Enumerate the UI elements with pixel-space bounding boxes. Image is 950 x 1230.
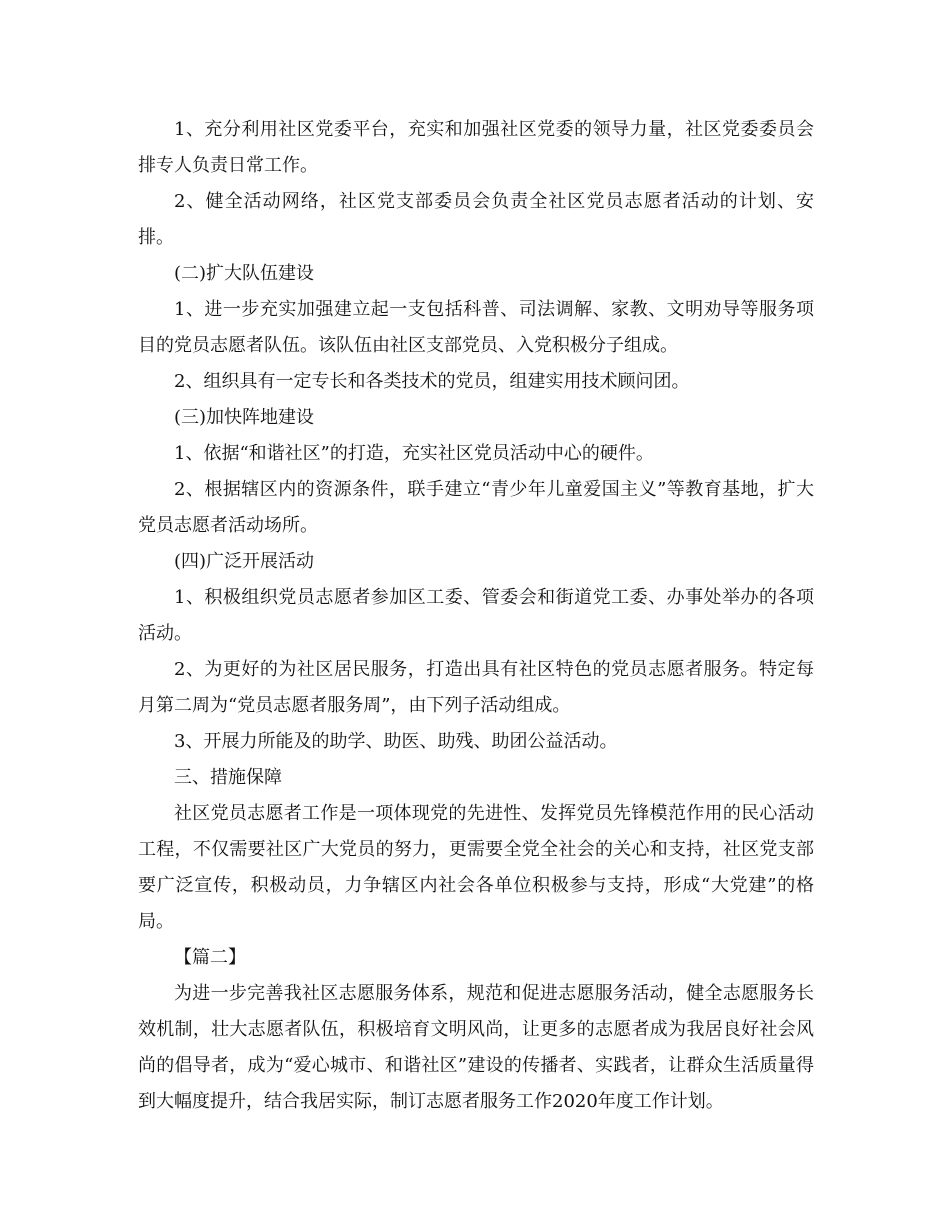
paragraph-6: 2、根据辖区内的资源条件，联手建立“青少年儿童爱国主义”等教育基地，扩大党员志愿者活动场所。 bbox=[138, 479, 814, 536]
paragraph-4: 2、组织具有一定专长和各类技术的党员，组建实用技术顾问团。 bbox=[174, 371, 690, 392]
paragraph-8: 2、为更好的为社区居民服务，打造出具有社区特色的党员志愿者服务。特定每月第二周为“党员志愿者服务周”，由下列子活动组成。 bbox=[138, 659, 814, 716]
paragraph-5: 1、依据“和谐社区”的打造，充实社区党员活动中心的硬件。 bbox=[174, 443, 654, 464]
paragraph-2: 2、健全活动网络，社区党支部委员会负责全社区党员志愿者活动的计划、安排。 bbox=[138, 191, 814, 248]
paragraph-9: 3、开展力所能及的助学、助医、助残、助团公益活动。 bbox=[174, 731, 618, 752]
section-heading-3: (三)加快阵地建设 bbox=[174, 407, 315, 428]
section-heading-measures: 三、措施保障 bbox=[174, 767, 282, 788]
paragraph-11: 为进一步完善我社区志愿服务体系，规范和促进志愿服务活动，健全志愿服务长效机制，壮大志愿者队伍，积极培育文明风尚，让更多的志愿者成为我居良好社会风尚的倡导者，成为“爱心城市、和谐社区”建设的传播者、实践者，让群众生活质量得到大幅度提升，结合我居实际，制订志愿者服务工作2020年度工作计划。 bbox=[138, 983, 814, 1112]
document-body bbox=[138, 112, 814, 1120]
paragraph-1: 1、充分利用社区党委平台，充实和加强社区党委的领导力量，社区党委委员会排专人负责日常工作。 bbox=[138, 119, 814, 176]
section-heading-2: (二)扩大队伍建设 bbox=[174, 263, 315, 284]
section-heading-4: (四)广泛开展活动 bbox=[174, 551, 315, 572]
paragraph-7: 1、积极组织党员志愿者参加区工委、管委会和街道党工委、办事处举办的各项活动。 bbox=[138, 587, 814, 644]
paragraph-10: 社区党员志愿者工作是一项体现党的先进性、发挥党员先锋模范作用的民心活动工程，不仅需要社区广大党员的努力，更需要全党全社会的关心和支持，社区党支部要广泛宣传，积极动员，力争辖区内社会各单位积极参与支持，形成“大党建”的格局。 bbox=[138, 803, 814, 932]
paragraph-3: 1、进一步充实加强建立起一支包括科普、司法调解、家教、文明劝导等服务项目的党员志愿者队伍。该队伍由社区支部党员、入党积极分子组成。 bbox=[138, 299, 814, 356]
part-two-heading: 【篇二】 bbox=[174, 947, 246, 968]
